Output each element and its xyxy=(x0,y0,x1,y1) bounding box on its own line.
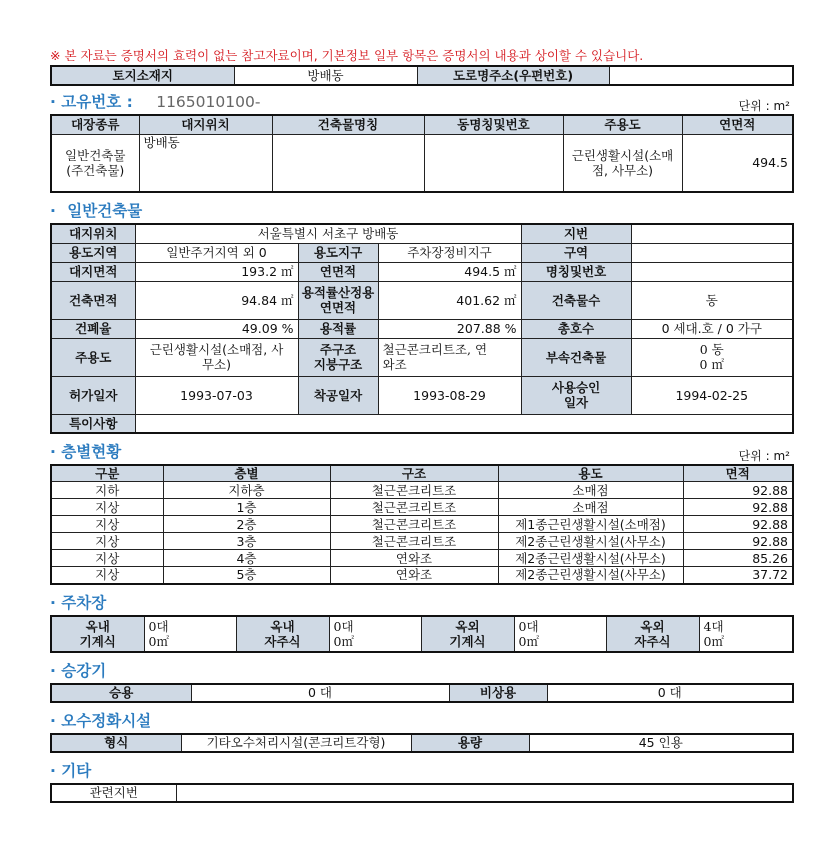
section-floors xyxy=(50,440,792,464)
road-address-label: 도로명주소(우편번호) xyxy=(417,66,609,85)
col-header: 층별 xyxy=(163,465,330,482)
register-type: 일반건축물 (주건축물) xyxy=(51,134,139,192)
unique-number-value: 1165010100- xyxy=(156,93,261,111)
unique-number-title: 고유번호 : xyxy=(61,93,133,111)
register-type-table xyxy=(50,114,794,193)
floor-kind: 지하 xyxy=(51,482,163,499)
floor-use: 제2종근린생활시설(사무소) xyxy=(498,533,683,550)
floor-area-ratio-label: 용적률 xyxy=(298,319,378,338)
emergency-elevator-value: 0 대 xyxy=(547,684,793,702)
floor-use: 제2종근린생활시설(사무소) xyxy=(498,567,683,584)
floor-structure: 철근콘크리트조 xyxy=(330,499,498,516)
coverage-ratio-value: 49.09 % xyxy=(135,319,298,338)
far-area-value: 401.62 ㎡ xyxy=(378,281,521,319)
lot-value xyxy=(631,224,793,243)
unit-label: 단위 : m² xyxy=(738,99,790,113)
floor-area: 37.72 xyxy=(683,567,793,584)
permit-date-label: 허가일자 xyxy=(51,376,135,414)
bullet: · xyxy=(50,711,56,730)
building-count-label: 건축물수 xyxy=(521,281,631,319)
parking-outdoor-self-value: 4대 0㎡ xyxy=(699,616,793,652)
table-row xyxy=(51,567,793,584)
site-location: 방배동 xyxy=(139,134,272,192)
floor-use: 제2종근린생활시설(사무소) xyxy=(498,550,683,567)
floor-kind: 지상 xyxy=(51,533,163,550)
floor-use: 소매점 xyxy=(498,482,683,499)
floor-structure: 연와조 xyxy=(330,550,498,567)
floor-kind: 지상 xyxy=(51,567,163,584)
households-label: 총호수 xyxy=(521,319,631,338)
col-header: 구분 xyxy=(51,465,163,482)
zone-value: 일반주거지역 외 0 xyxy=(135,243,298,262)
elevator-title: 승강기 xyxy=(61,661,107,680)
annex-value: 0 동 0 ㎡ xyxy=(631,338,793,376)
floor-number: 5층 xyxy=(163,567,330,584)
floor-area: 92.88 xyxy=(683,533,793,550)
parking-table xyxy=(50,615,794,653)
floor-number: 지하층 xyxy=(163,482,330,499)
site-value: 서울특별시 서초구 방배동 xyxy=(135,224,521,243)
main-use: 근린생활시설(소매 점, 사무소) xyxy=(563,134,682,192)
building-name-value xyxy=(631,262,793,281)
sewage-type-label: 형식 xyxy=(51,734,181,752)
col-header: 면적 xyxy=(683,465,793,482)
parking-indoor-mechanical-label: 옥내 기계식 xyxy=(51,616,144,652)
section-parking xyxy=(50,591,792,615)
bullet: · xyxy=(50,593,56,612)
building-name xyxy=(272,134,424,192)
notice-text: ※ 본 자료는 증명서의 효력이 없는 참고자료이며, 기본정보 일부 항목은 증명서의 내용과 상이할 수 있습니다. xyxy=(50,48,644,63)
header-row xyxy=(51,465,793,482)
land-location-label: 토지소재지 xyxy=(51,66,234,85)
table-row xyxy=(51,499,793,516)
floor-area-label: 연면적 xyxy=(298,262,378,281)
section-misc xyxy=(50,759,792,783)
building-register-summary xyxy=(50,47,792,803)
passenger-elevator-value: 0 대 xyxy=(191,684,449,702)
lot-label: 지번 xyxy=(521,224,631,243)
parking-outdoor-mechanical-label: 옥외 기계식 xyxy=(421,616,514,652)
building-area-label: 건축면적 xyxy=(51,281,135,319)
parking-outdoor-self-label: 옥외 자주식 xyxy=(606,616,699,652)
sewage-title: 오수정화시설 xyxy=(61,711,152,730)
col-header: 주용도 xyxy=(563,115,682,134)
section-sewage xyxy=(50,709,792,733)
general-title: 일반건축물 xyxy=(67,202,143,220)
bullet: · xyxy=(50,202,56,220)
land-area-label: 대지면적 xyxy=(51,262,135,281)
sewage-capacity-value: 45 인용 xyxy=(529,734,793,752)
misc-table xyxy=(50,783,794,803)
elevator-table xyxy=(50,683,794,703)
bullet: · xyxy=(50,661,56,680)
parking-outdoor-mechanical-value: 0대 0㎡ xyxy=(514,616,606,652)
total-floor-area: 494.5 xyxy=(682,134,793,192)
main-use-value: 근린생활시설(소매점, 사 무소) xyxy=(135,338,298,376)
floor-structure: 철근콘크리트조 xyxy=(330,482,498,499)
table-row xyxy=(51,550,793,567)
section-elevator xyxy=(50,659,792,683)
sewage-table xyxy=(50,733,794,753)
col-header: 동명칭및번호 xyxy=(424,115,563,134)
building-count-value: 동 xyxy=(631,281,793,319)
col-header: 구조 xyxy=(330,465,498,482)
building-area-value: 94.84 ㎡ xyxy=(135,281,298,319)
district-value: 주차장정비지구 xyxy=(378,243,521,262)
parking-title: 주차장 xyxy=(61,593,107,612)
coverage-ratio-label: 건폐율 xyxy=(51,319,135,338)
table-row xyxy=(51,134,793,192)
floor-use: 제1종근린생활시설(소매점) xyxy=(498,516,683,533)
floor-structure: 연와조 xyxy=(330,567,498,584)
floors-title: 층별현황 xyxy=(61,443,122,461)
site-label: 대지위치 xyxy=(51,224,135,243)
notes-label: 특이사항 xyxy=(51,414,135,433)
section-unique-number xyxy=(50,90,792,114)
floor-kind: 지상 xyxy=(51,550,163,567)
floor-use: 소매점 xyxy=(498,499,683,516)
general-building-table xyxy=(50,223,794,434)
floor-area: 85.26 xyxy=(683,550,793,567)
area-label: 구역 xyxy=(521,243,631,262)
floor-number: 1층 xyxy=(163,499,330,516)
annex-label: 부속건축물 xyxy=(521,338,631,376)
sewage-type-value: 기타오수처리시설(콘크리트각형) xyxy=(181,734,411,752)
col-header: 대지위치 xyxy=(139,115,272,134)
section-general-building xyxy=(50,199,792,223)
structure-label: 주구조 지붕구조 xyxy=(298,338,378,376)
area-value xyxy=(631,243,793,262)
header-row xyxy=(51,115,793,134)
floor-number: 2층 xyxy=(163,516,330,533)
floor-area-ratio-value: 207.88 % xyxy=(378,319,521,338)
floor-area: 92.88 xyxy=(683,499,793,516)
start-date-value: 1993-08-29 xyxy=(378,376,521,414)
bullet: · xyxy=(50,761,56,780)
floor-area-value: 494.5 ㎡ xyxy=(378,262,521,281)
main-use-label: 주용도 xyxy=(51,338,135,376)
households-value: 0 세대.호 / 0 가구 xyxy=(631,319,793,338)
col-header: 연면적 xyxy=(682,115,793,134)
floor-structure: 철근콘크리트조 xyxy=(330,533,498,550)
approval-date-value: 1994-02-25 xyxy=(631,376,793,414)
bullet: · xyxy=(50,93,56,111)
floor-number: 3층 xyxy=(163,533,330,550)
location-table xyxy=(50,65,794,86)
misc-title: 기타 xyxy=(61,761,92,780)
parking-indoor-mechanical-value: 0대 0㎡ xyxy=(144,616,236,652)
sewage-capacity-label: 용량 xyxy=(411,734,529,752)
start-date-label: 착공일자 xyxy=(298,376,378,414)
bullet: · xyxy=(50,443,56,461)
col-header: 대장종류 xyxy=(51,115,139,134)
parking-indoor-self-value: 0대 0㎡ xyxy=(329,616,421,652)
approval-date-label: 사용승인 일자 xyxy=(521,376,631,414)
table-row xyxy=(51,482,793,499)
floor-number: 4층 xyxy=(163,550,330,567)
land-area-value: 193.2 ㎡ xyxy=(135,262,298,281)
unit-label: 단위 : m² xyxy=(738,449,790,463)
passenger-elevator-label: 승용 xyxy=(51,684,191,702)
floor-kind: 지상 xyxy=(51,516,163,533)
floors-table xyxy=(50,464,794,585)
floor-area: 92.88 xyxy=(683,516,793,533)
dong-name xyxy=(424,134,563,192)
col-header: 용도 xyxy=(498,465,683,482)
notes-value xyxy=(135,414,793,433)
related-lot-label: 관련지번 xyxy=(51,784,176,802)
structure-value: 철근콘크리트조, 연 와조 xyxy=(378,338,521,376)
zone-label: 용도지역 xyxy=(51,243,135,262)
building-name-label: 명칭및번호 xyxy=(521,262,631,281)
district-label: 용도지구 xyxy=(298,243,378,262)
land-location-value: 방배동 xyxy=(234,66,417,85)
floor-kind: 지상 xyxy=(51,499,163,516)
floor-structure: 철근콘크리트조 xyxy=(330,516,498,533)
emergency-elevator-label: 비상용 xyxy=(449,684,547,702)
far-area-label: 용적률산정용 연면적 xyxy=(298,281,378,319)
table-row xyxy=(51,516,793,533)
road-address-value xyxy=(609,66,793,85)
table-row xyxy=(51,533,793,550)
col-header: 건축물명칭 xyxy=(272,115,424,134)
floor-area: 92.88 xyxy=(683,482,793,499)
permit-date-value: 1993-07-03 xyxy=(135,376,298,414)
related-lot-value xyxy=(176,784,793,802)
parking-indoor-self-label: 옥내 자주식 xyxy=(236,616,329,652)
